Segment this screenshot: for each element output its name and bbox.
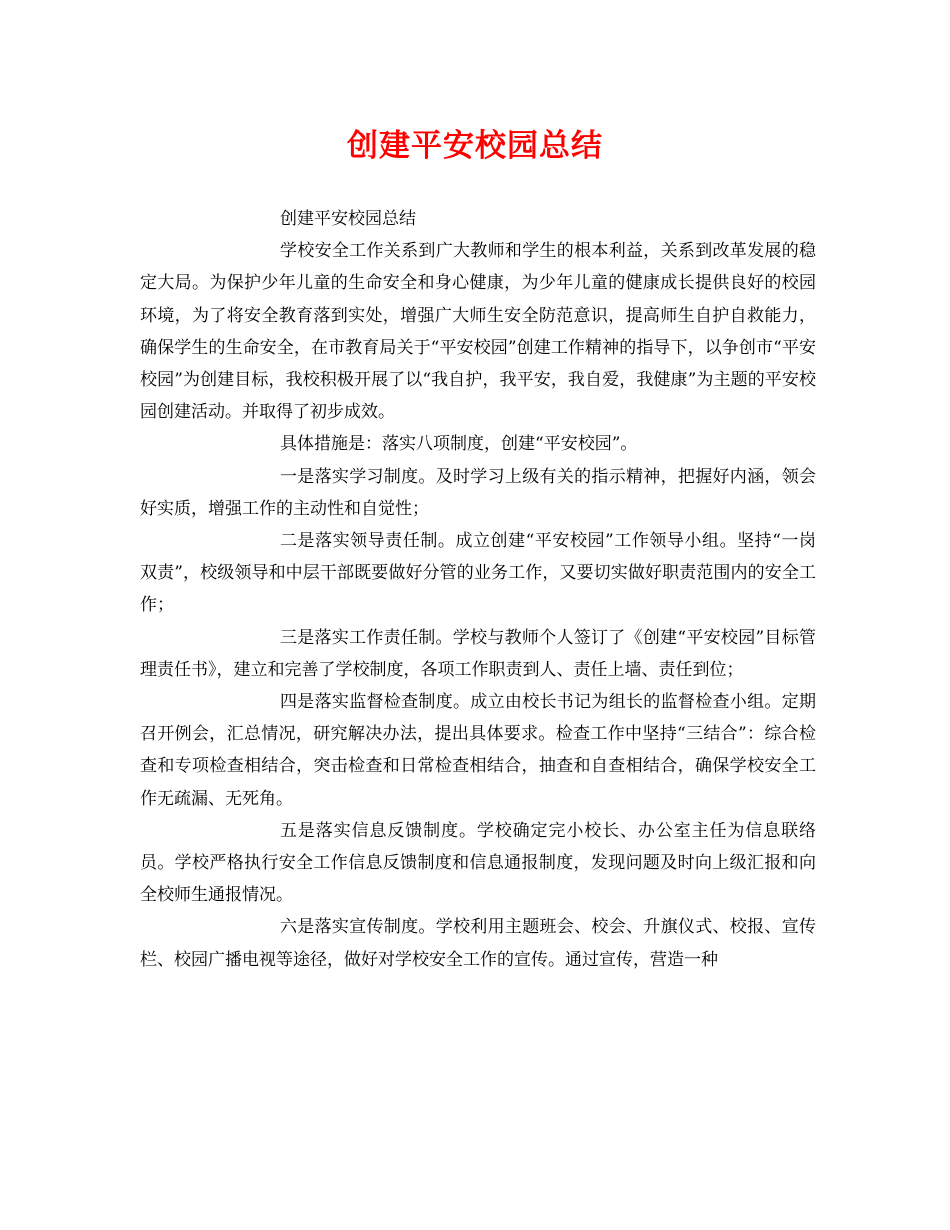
paragraph-item-1: 一是落实学习制度。及时学习上级有关的指示精神，把握好内涵，领会好实质，增强工作的主动性和自觉性； (140, 466, 816, 519)
paragraph-item-6: 六是落实宣传制度。学校利用主题班会、校会、升旗仪式、校报、宣传栏、校园广播电视等途径，做好对学校安全工作的宣传。通过宣传，营造一种 (140, 917, 816, 970)
paragraph-item-5: 五是落实信息反馈制度。学校确定完小校长、办公室主任为信息联络员。学校严格执行安全工作信息反馈制度和信息通报制度，发现问题及时向上级汇报和向全校师生通报情况。 (140, 820, 816, 906)
paragraph-item-2: 二是落实领导责任制。成立创建“平安校园”工作领导小组。坚持“一岗双责”，校级领导和中层干部既要做好分管的业务工作，又要切实做好职责范围内的安全工作； (140, 531, 816, 616)
paragraph-measures: 具体措施是：落实八项制度，创建“平安校园”。 (280, 434, 638, 455)
document-title: 创建平安校园总结 (347, 128, 603, 164)
document-body (140, 203, 816, 976)
paragraph-subtitle: 创建平安校园总结 (280, 209, 416, 229)
paragraph-item-4: 四是落实监督检查制度。成立由校长书记为组长的监督检查小组。定期召开例会，汇总情况，研究解决办法，提出具体要求。检查工作中坚持“三结合”：综合检查和专项检查相结合，突击检查和日常检查相结合，抽查和自查相结合，确保学校安全工作无疏漏、无死角。 (140, 692, 816, 809)
paragraph-intro: 学校安全工作关系到广大教师和学生的根本利益，关系到改革发展的稳定大局。为保护少年儿童的生命安全和身心健康，为少年儿童的健康成长提供良好的校园环境，为了将安全教育落到实处，增强广大师生安全防范意识，提高师生自护自救能力，确保学生的生命安全，在市教育局关于“平安校园”创建工作精神的指导下，以争创市“平安校园”为创建目标，我校积极开展了以“我自护，我平安，我自爱，我健康”为主题的平安校园创建活动。并取得了初步成效。 (140, 241, 816, 423)
paragraph-item-3: 三是落实工作责任制。学校与教师个人签订了《创建“平安校园”目标管理责任书》，建立和完善了学校制度，各项工作职责到人、责任上墙、责任到位； (140, 627, 816, 680)
